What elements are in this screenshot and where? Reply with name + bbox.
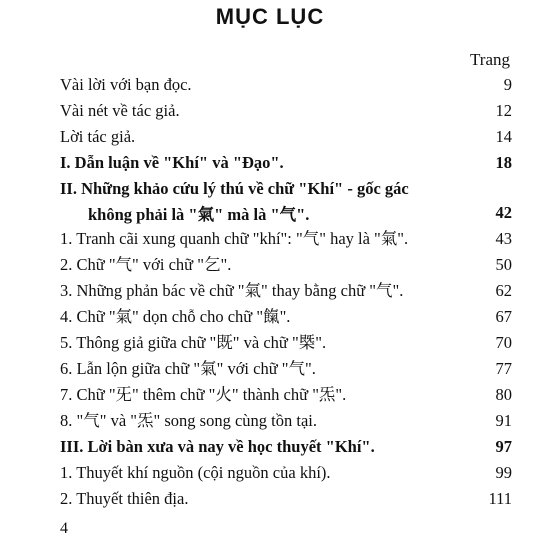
- toc-entry-title: Vài nét về tác giả.: [60, 101, 180, 120]
- toc-entry-title: 3. Những phản bác về chữ "氣" thay bằng chữ "气".: [60, 281, 404, 300]
- toc-entry: [60, 382, 512, 408]
- toc-entry-page: 67: [495, 307, 512, 326]
- toc-entry-page: 97: [495, 437, 512, 456]
- toc-entry: [60, 460, 512, 486]
- toc-entry-title: [60, 176, 409, 228]
- toc-entry-page: 9: [503, 75, 512, 94]
- toc-entry: [60, 124, 512, 150]
- toc-entry: [60, 408, 512, 434]
- toc-entry-title: 2. Chữ "气" với chữ "乞".: [60, 255, 232, 274]
- toc-entry-page: 62: [495, 281, 512, 300]
- toc-entry-title-line1: II. Những khảo cứu lý thú về chữ "Khí" - gốc gác: [60, 179, 409, 198]
- toc-entry: [60, 330, 512, 356]
- toc-section-entry: [60, 150, 512, 176]
- toc-entry-title: I. Dẫn luận về "Khí" và "Đạo".: [60, 153, 284, 172]
- toc-entry: [60, 486, 512, 512]
- toc-entry-page: 12: [495, 101, 512, 120]
- toc-entry-title: 6. Lẫn lộn giữa chữ "氣" với chữ "气".: [60, 359, 316, 378]
- toc-section-entry: [60, 434, 512, 460]
- toc-entry-page: 14: [495, 127, 512, 146]
- toc-entry-page: 50: [495, 255, 512, 274]
- toc-entry-title-line2: không phải là "氣" mà là "气".: [88, 205, 310, 224]
- toc-entry-page: 70: [495, 333, 512, 352]
- toc-section-entry: [60, 176, 512, 226]
- page-number: 4: [60, 520, 68, 537]
- toc-entry-title: 8. "气" và "炁" song song cùng tồn tại.: [60, 411, 318, 430]
- toc-entry-title: 5. Thông giả giữa chữ "既" và chữ "槩".: [60, 333, 327, 352]
- toc-entry: [60, 98, 512, 124]
- toc-entry: [60, 356, 512, 382]
- toc-entry-title: 7. Chữ "旡" thêm chữ "火" thành chữ "炁".: [60, 385, 347, 404]
- toc-entry-title: 1. Thuyết khí nguồn (cội nguồn của khí).: [60, 463, 331, 482]
- toc-entry-title: 1. Tranh cãi xung quanh chữ "khí": "气" hay là "氣".: [60, 229, 409, 248]
- toc-entry-page: 111: [488, 489, 512, 508]
- toc-entry-page: 42: [495, 203, 512, 222]
- toc-list: [60, 72, 512, 512]
- toc-entry: [60, 278, 512, 304]
- toc-entry-page: 43: [495, 229, 512, 248]
- page-title: MỤC LỤC: [215, 4, 325, 29]
- toc-entry-page: 18: [495, 153, 512, 172]
- toc-entry-title: 4. Chữ "氣" dọn chỗ cho chữ "餼".: [60, 307, 291, 326]
- toc-entry-title: Vài lời với bạn đọc.: [60, 75, 192, 94]
- toc-entry-title: Lời tác giả.: [60, 127, 136, 146]
- toc-entry: [60, 226, 512, 252]
- page-column-header: Trang: [470, 50, 510, 69]
- toc-entry: [60, 252, 512, 278]
- toc-entry-page: 77: [495, 359, 512, 378]
- toc-entry-title: III. Lời bàn xưa và nay về học thuyết "Khí".: [60, 437, 375, 456]
- toc-entry-title: 2. Thuyết thiên địa.: [60, 489, 189, 508]
- toc-entry-page: 80: [495, 385, 512, 404]
- toc-entry-page: 91: [495, 411, 512, 430]
- toc-entry-page: 99: [495, 463, 512, 482]
- toc-entry: [60, 304, 512, 330]
- toc-entry: [60, 72, 512, 98]
